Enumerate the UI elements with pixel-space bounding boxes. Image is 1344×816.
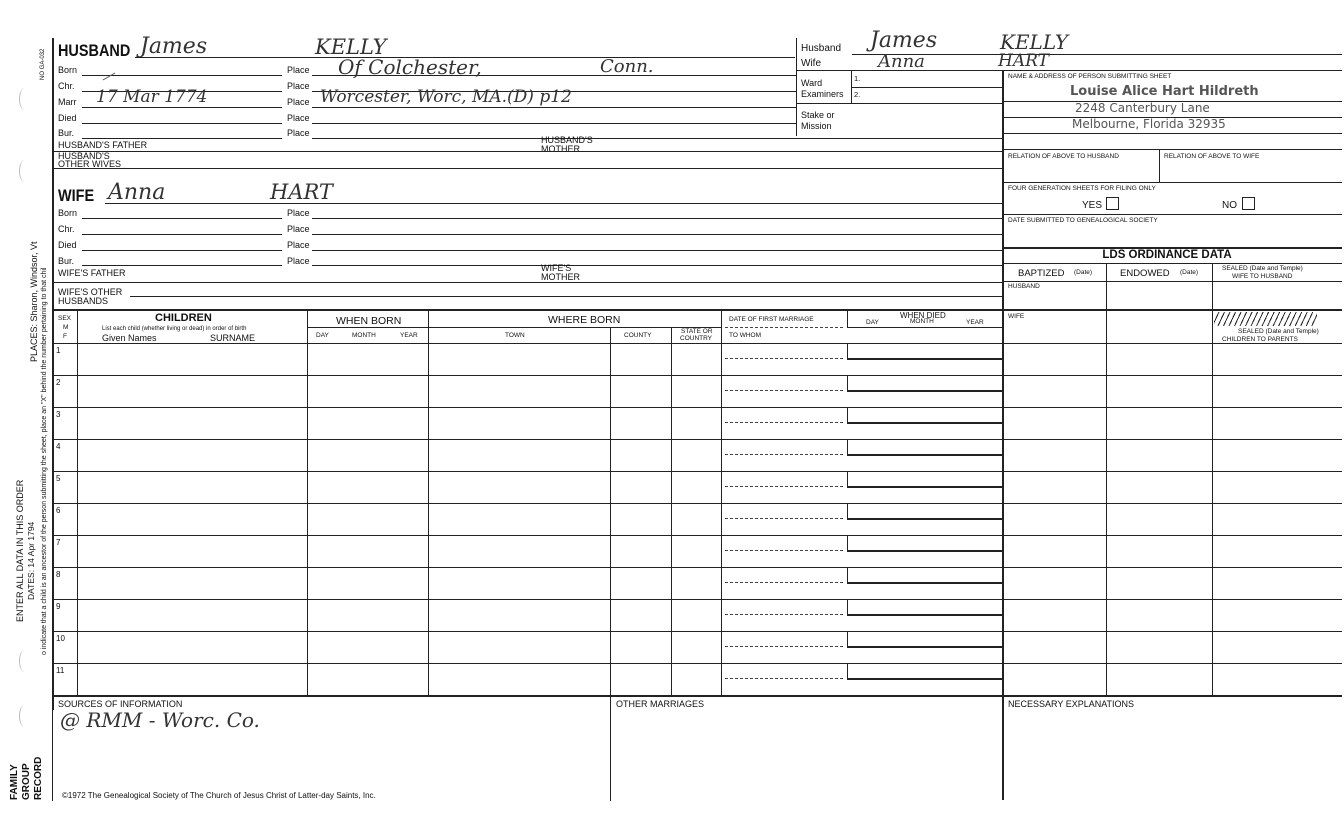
child-row-divider [52, 407, 1342, 408]
col-marriage-dash [725, 327, 843, 328]
lds-title-line [1002, 263, 1342, 264]
child-row-divider [52, 599, 1342, 600]
husband-bur-place-line [312, 138, 1002, 139]
husband-bur-date-line [82, 138, 282, 139]
husband-surname[interactable]: KELLY [315, 35, 387, 59]
col-born-year: YEAR [400, 332, 418, 339]
four-gen-yes-label: YES [1082, 200, 1103, 211]
child-row-number: 1 [56, 346, 61, 355]
children-header-bottom [52, 343, 1342, 344]
lds-husband-label: HUSBAND [1008, 283, 1040, 290]
child-row-divider [52, 471, 1342, 472]
examiner-mid-line [851, 87, 1002, 88]
children-top-line [52, 309, 1342, 311]
wifes-mother-label-1: WIFE'S [541, 263, 572, 273]
child-row-divider [52, 503, 1342, 504]
binder-hole [19, 650, 30, 672]
child-row-number: 5 [56, 474, 61, 483]
child-row-number: 6 [56, 506, 61, 515]
lds-title: LDS ORDINANCE DATA [1102, 249, 1232, 261]
husbands-father-label: HUSBAND'S FATHER [58, 140, 148, 150]
husband-died-date-line [82, 123, 282, 124]
other-marriages-label: OTHER MARRIAGES [616, 699, 705, 709]
husband-chr-mark [103, 73, 116, 81]
box-wife-line [796, 70, 1342, 71]
relation-bottom-line [1002, 182, 1342, 183]
col-died-year: YEAR [966, 319, 984, 326]
child-row-number: 3 [56, 410, 61, 419]
child-died-field[interactable] [847, 439, 1002, 456]
child-died-field[interactable] [847, 343, 1002, 360]
wife-died-label: Died [58, 240, 77, 250]
footer-divider [610, 697, 611, 801]
binder-hole [19, 160, 30, 182]
child-row-divider [52, 663, 1342, 664]
right-panel-line [1002, 70, 1004, 800]
box-wife-surname[interactable]: HART [998, 51, 1049, 71]
lds-sealed-children-label-1: SEALED (Date and Temple) [1238, 328, 1319, 335]
child-marriage-dash [725, 614, 843, 615]
wife-bur-date-line [82, 265, 282, 266]
copyright: ©1972 The Genealogical Society of The Church of Jesus Christ of Latter-day Saints, Inc. [62, 791, 376, 800]
col-born-day: DAY [316, 332, 329, 339]
dates-side-label: DATES: 14 Apr 1794 [26, 521, 36, 600]
examiner-2-label: 2. [854, 90, 861, 99]
husband-marr-date-line [82, 107, 282, 108]
lds-header-line [1002, 281, 1342, 282]
husband-marr-date[interactable]: 17 Mar 1774 [96, 87, 208, 107]
husband-chr-label: Chr. [58, 81, 75, 91]
child-marriage-dash [725, 678, 843, 679]
wife-born-date-line [82, 218, 282, 219]
lds-sealed-children-label-2: CHILDREN TO PARENTS [1222, 336, 1298, 343]
husband-heading: HUSBAND [58, 41, 131, 60]
wife-father-line [52, 282, 1002, 283]
col-when-died-label: WHEN DIED [900, 311, 946, 320]
child-marriage-dash [725, 422, 843, 423]
child-marriage-dash [725, 582, 843, 583]
box-husband-line [852, 54, 1342, 55]
child-row-divider [52, 535, 1342, 536]
col-town-label: TOWN [505, 332, 525, 339]
husband-bur-label: Bur. [58, 128, 75, 138]
lds-baptized-label: BAPTIZED [1018, 268, 1065, 279]
box-husband-given[interactable]: James [870, 28, 938, 53]
child-row-number: 9 [56, 602, 61, 611]
lds-endowed-label: ENDOWED [1120, 268, 1170, 279]
husband-died-label: Died [58, 113, 77, 123]
four-gen-bottom-line [1002, 214, 1342, 215]
submitter-label: NAME & ADDRESS OF PERSON SUBMITTING SHEET [1008, 73, 1172, 80]
sources-value[interactable]: @ RMM - Worc. Co. [60, 708, 260, 732]
child-row-number: 10 [56, 634, 65, 643]
husband-died-place-label: Place [287, 113, 310, 123]
col-sex-label: SEX [58, 315, 72, 322]
wife-chr-place-label: Place [287, 224, 310, 234]
child-row-number: 7 [56, 538, 61, 547]
wifes-mother-label-2: MOTHER [541, 272, 580, 282]
submitter-name: Louise Alice Hart Hildreth [1070, 84, 1259, 99]
enter-all-label: ENTER ALL DATA IN THIS ORDER [15, 479, 25, 622]
wife-born-place-label: Place [287, 208, 310, 218]
wife-chr-label: Chr. [58, 224, 75, 234]
box-husband-label: Husband [801, 43, 842, 54]
child-died-field[interactable] [847, 663, 1002, 680]
children-bottom-line [52, 695, 1342, 697]
husband-chr-place-label: Place [287, 81, 310, 91]
four-gen-no-checkbox[interactable] [1242, 197, 1255, 210]
lds-baptized-date-label: (Date) [1074, 269, 1093, 276]
wife-bur-place-line [312, 265, 1002, 266]
husband-marr-place-line [312, 107, 796, 108]
col-died-day: DAY [866, 319, 879, 326]
examiners-bottom-line [796, 103, 1002, 104]
child-row-divider [52, 439, 1342, 440]
husbands-other-wives-label-1: HUSBAND'S [58, 151, 110, 161]
col-when-born-label: WHEN BORN [336, 315, 402, 327]
relation-husband-label: RELATION OF ABOVE TO HUSBAND [1008, 153, 1119, 160]
col-surname-label: SURNAME [210, 333, 256, 343]
husband-born-state[interactable]: Conn. [600, 56, 654, 77]
examiners-label: Examiners [801, 89, 844, 99]
wife-name-line [105, 203, 1002, 204]
child-died-field[interactable] [847, 503, 1002, 520]
col-marriage-divider [721, 309, 722, 695]
submitter-line-3 [1002, 133, 1342, 134]
lds-sealed-hatch [1214, 312, 1317, 326]
child-died-field[interactable] [847, 375, 1002, 392]
husbands-mother-label-2: MOTHER [541, 144, 580, 154]
necessary-explanations-label: NECESSARY EXPLANATIONS [1008, 699, 1135, 709]
wife-born-place-line [312, 218, 1002, 219]
husband-marr-place-label: Place [287, 97, 310, 107]
husbands-mother-label-1: HUSBAND'S [541, 135, 593, 145]
relation-divider [1159, 149, 1160, 182]
relation-wife-label: RELATION OF ABOVE TO WIFE [1164, 153, 1260, 160]
wife-surname[interactable]: HART [270, 180, 333, 204]
submitter-address: 2248 Canterbury Lane [1075, 101, 1210, 115]
lds-wife-label: WIFE [1008, 313, 1025, 320]
husband-born-place[interactable]: Of Colchester, [338, 55, 482, 79]
submitter-city: Melbourne, Florida 32935 [1072, 117, 1226, 131]
child-marriage-dash [725, 454, 843, 455]
col-to-whom-label: TO WHOM [729, 332, 762, 339]
title-family: FAMILY [9, 764, 20, 800]
lds-sealed-label-2: WIFE TO HUSBAND [1232, 273, 1293, 280]
four-gen-yes-checkbox[interactable] [1106, 197, 1119, 210]
husbands-other-wives-label-2: OTHER WIVES [58, 159, 122, 169]
sources-label: SOURCES OF INFORMATION [58, 699, 183, 709]
child-died-field[interactable] [847, 631, 1002, 648]
col-given-label: Given Names [102, 333, 157, 343]
box-husband-surname[interactable]: KELLY [1000, 30, 1069, 54]
col-sex-f: F [63, 333, 67, 340]
col-sex-m: M [63, 324, 69, 331]
husband-given-name[interactable]: James [140, 34, 208, 59]
wifes-other-husbands-label-1: WIFE'S OTHER [58, 287, 123, 297]
child-row-divider [52, 567, 1342, 568]
four-gen-label: FOUR GENERATION SHEETS FOR FILING ONLY [1008, 185, 1156, 192]
col-children-label: CHILDREN [155, 312, 212, 324]
husband-bur-place-label: Place [287, 128, 310, 138]
child-row-number: 2 [56, 378, 61, 387]
col-county-divider [610, 327, 611, 695]
child-died-field[interactable] [847, 567, 1002, 584]
lds-endowed-date-label: (Date) [1180, 269, 1199, 276]
husband-father-line [52, 151, 1002, 152]
wife-died-place-line [312, 250, 1002, 251]
col-state-label-2: COUNTRY [680, 335, 713, 342]
wife-heading: WIFE [58, 186, 95, 205]
binder-hole [19, 705, 30, 727]
child-row-divider [52, 631, 1342, 632]
col-sex-divider [77, 309, 78, 695]
col-born-divider [307, 309, 308, 695]
child-died-field[interactable] [847, 407, 1002, 424]
col-state-label-1: STATE OR [681, 328, 713, 335]
col-children-note: List each child (whether living or dead) in order of birth [102, 326, 247, 332]
child-marriage-dash [725, 390, 843, 391]
wife-bur-place-label: Place [287, 256, 310, 266]
col-died-divider [847, 309, 848, 327]
husband-born-place-label: Place [287, 65, 310, 75]
wife-other-husbands-line [130, 296, 1002, 297]
form-code: NO GA-032 [40, 48, 46, 80]
child-marriage-dash [725, 486, 843, 487]
child-marriage-dash [725, 358, 843, 359]
child-died-field[interactable] [847, 471, 1002, 488]
binder-hole [19, 88, 30, 110]
wife-chr-date-line [82, 234, 282, 235]
box-wife-label: Wife [801, 58, 821, 69]
places-side-label: PLACES: Sharon, Windsor, Vt [29, 241, 39, 362]
wife-chr-place-line [312, 234, 1002, 235]
col-died-underline [847, 327, 1002, 328]
child-died-field[interactable] [847, 535, 1002, 552]
lds-sealed-label-1: SEALED (Date and Temple) [1222, 265, 1303, 272]
col-died-month: MONTH [910, 318, 934, 325]
left-frame-line [52, 38, 54, 710]
col-first-marriage-label: DATE OF FIRST MARRIAGE [729, 316, 814, 323]
wifes-other-husbands-label-2: HUSBANDS [58, 296, 109, 306]
wife-died-date-line [82, 250, 282, 251]
submitter-line-4 [1002, 149, 1342, 150]
husband-died-place-line [312, 123, 796, 124]
stake-label: Stake or [801, 110, 835, 120]
child-row-number: 4 [56, 442, 61, 451]
wife-bur-label: Bur. [58, 256, 75, 266]
col-county-label: COUNTY [624, 332, 652, 339]
col-born-subline [307, 327, 721, 328]
child-row-number: 11 [56, 666, 65, 675]
ward-label: Ward [801, 78, 823, 88]
wife-born-label: Born [58, 208, 78, 218]
child-died-field[interactable] [847, 599, 1002, 616]
indicate-side-label: o indicate that a child is an ancestor of the person submitting the sheet, place an "X" behind the number pertaining to that chil [41, 267, 48, 655]
wife-given-name[interactable]: Anna [108, 180, 166, 205]
wifes-father-label: WIFE'S FATHER [58, 268, 126, 278]
col-state-divider [671, 327, 672, 695]
mission-label: Mission [801, 121, 832, 131]
examiner-1-label: 1. [854, 74, 861, 83]
husband-marr-place[interactable]: Worcester, Worc, MA.(D) p12 [320, 87, 572, 107]
child-marriage-dash [725, 518, 843, 519]
child-marriage-dash [725, 550, 843, 551]
child-row-divider [52, 375, 1342, 376]
four-gen-no-label: NO [1222, 200, 1237, 211]
header-box-left-line [796, 38, 797, 136]
wife-died-place-label: Place [287, 240, 310, 250]
husband-marr-label: Marr [58, 97, 77, 107]
husband-born-label: Born [58, 65, 78, 75]
left-footer-line [52, 697, 53, 801]
box-wife-given[interactable]: Anna [878, 51, 925, 72]
col-born-month: MONTH [352, 332, 376, 339]
child-marriage-dash [725, 646, 843, 647]
child-row-number: 8 [56, 570, 61, 579]
col-where-born-label: WHERE BORN [548, 314, 621, 326]
date-submitted-label: DATE SUBMITTED TO GENEALOGICAL SOCIETY [1008, 217, 1158, 224]
col-where-divider [428, 309, 429, 695]
title-group: GROUP [21, 763, 32, 800]
title-record: RECORD [33, 756, 44, 800]
husband-other-wives-line [52, 168, 1002, 169]
